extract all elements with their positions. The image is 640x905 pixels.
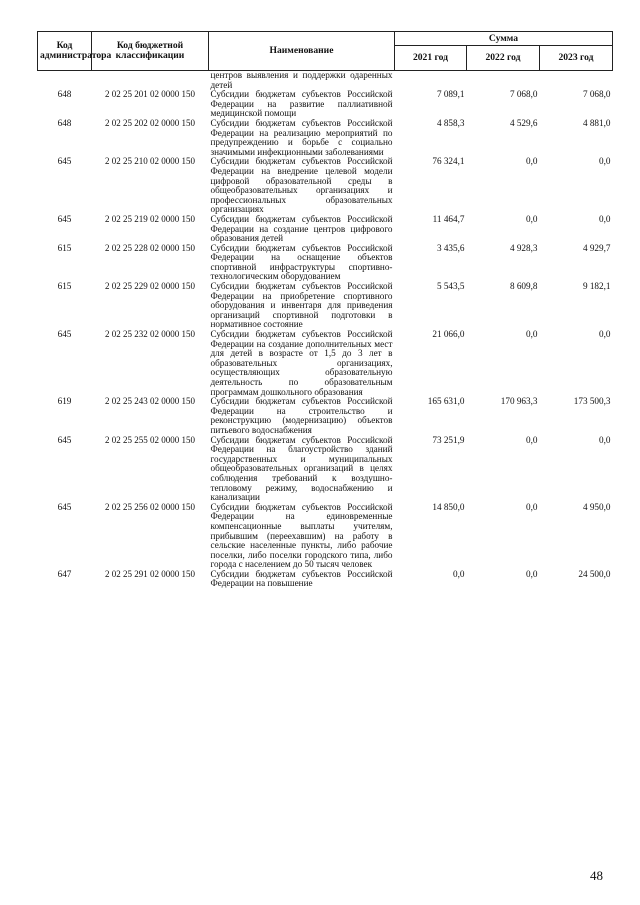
row-name: Субсидии бюджетам субъектов Российской Федерации на реализацию мероприятий по предупреждению и борьбе с социально значимыми инфекционными заболеваниями: [210, 117, 393, 157]
row-code: 2 02 25 201 02 0000 150: [105, 89, 195, 100]
row-admin: 645: [57, 501, 72, 512]
row-admin: 615: [57, 242, 72, 253]
row-code: 2 02 25 228 02 0000 150: [105, 242, 195, 253]
row-sum-2021: 7 089,1: [436, 89, 465, 100]
table-row: [38, 90, 613, 119]
header-code: Код бюджетной классификации: [92, 32, 209, 71]
table-row: [38, 244, 613, 282]
header-year-2021: 2021 год: [395, 46, 467, 71]
table-row: [38, 119, 613, 157]
table-row: [38, 157, 613, 215]
row-name: Субсидии бюджетам субъектов Российской Федерации на благоустройство зданий государственных и муниципальных общеобразовательных организаций в целях соблюдения требований к воздушно-тепловому режиму, водоснабжению и канализации: [210, 434, 393, 503]
table-row: [38, 330, 613, 397]
row-sum-2023: 7 068,0: [582, 89, 611, 100]
table-row: [38, 570, 613, 589]
row-code: 2 02 25 202 02 0000 150: [105, 117, 195, 128]
row-name: Субсидии бюджетам субъектов Российской Федерации на повышение: [210, 568, 393, 589]
row-admin: 619: [57, 396, 72, 407]
header-sum: Сумма: [395, 32, 613, 46]
table-row: [38, 282, 613, 330]
row-name: Субсидии бюджетам субъектов Российской Федерации на создание дополнительных мест для детей в возрасте от 1,5 до 3 лет в образовательных организациях, осуществляющих образовательную деятельность по образовательным программам дошкольного образования: [210, 329, 393, 397]
header-year-2022: 2022 год: [467, 46, 540, 71]
row-sum-2022: 0,0: [526, 329, 538, 340]
row-sum-2023: 0,0: [599, 156, 611, 167]
budget-table: [37, 31, 613, 589]
row-admin: 645: [57, 156, 72, 167]
row-sum-2021: 165 631,0: [427, 396, 465, 407]
row-sum-2023: 4 929,7: [582, 242, 611, 253]
table-row-continuation: [38, 71, 613, 91]
row-admin: 647: [57, 568, 72, 579]
row-code: 2 02 25 256 02 0000 150: [105, 501, 195, 512]
row-code: 2 02 25 291 02 0000 150: [105, 568, 195, 579]
row-name: Субсидии бюджетам субъектов Российской Федерации на приобретение спортивного оборудования и инвентаря для приведения организаций спортивной подготовки в нормативное состояние: [210, 281, 393, 330]
row-sum-2022: 4 529,6: [509, 117, 538, 128]
row-sum-2021: 21 066,0: [432, 329, 465, 340]
table-body: [38, 71, 613, 590]
row-admin: 615: [57, 281, 72, 292]
row-sum-2021: 76 324,1: [432, 156, 465, 167]
header-year-2023: 2023 год: [540, 46, 613, 71]
row-sum-2023: 4 950,0: [582, 501, 611, 512]
header-name: Наименование: [209, 32, 395, 71]
row-sum-2021: 73 251,9: [432, 434, 465, 445]
document-page: [37, 31, 612, 589]
row-sum-2023: 173 500,3: [573, 396, 611, 407]
row-sum-2021: 4 858,3: [436, 117, 465, 128]
row-name-continuation: центров выявления и поддержки одаренных детей: [210, 70, 393, 90]
row-admin: 645: [57, 213, 72, 224]
row-sum-2022: 0,0: [526, 213, 538, 224]
row-code: 2 02 25 243 02 0000 150: [105, 396, 195, 407]
row-sum-2021: 14 850,0: [432, 501, 465, 512]
row-name: Субсидии бюджетам субъектов Российской Федерации на создание центров цифрового образования детей: [210, 213, 393, 244]
row-admin: 645: [57, 434, 72, 445]
row-sum-2023: 0,0: [599, 213, 611, 224]
row-admin: 645: [57, 329, 72, 340]
table-row: [38, 503, 613, 570]
row-sum-2022: 0,0: [526, 156, 538, 167]
row-code: 2 02 25 255 02 0000 150: [105, 434, 195, 445]
row-name: Субсидии бюджетам субъектов Российской Федерации на строительство и реконструкцию (модернизацию) объектов питьевого водоснабжения: [210, 396, 393, 435]
row-sum-2021: 11 464,7: [432, 213, 465, 224]
table-row: [38, 215, 613, 244]
row-code: 2 02 25 232 02 0000 150: [105, 329, 195, 340]
row-name: Субсидии бюджетам субъектов Российской Федерации на единовременные компенсационные выплаты учителям, прибывшим (переехавшим) на работу в сельские населенные пункты, либо рабочие поселки, либо поселки городского типа, либо города с населением до 50 тысяч человек: [210, 501, 393, 570]
row-name: Субсидии бюджетам субъектов Российской Федерации на развитие паллиативной медицинской помощи: [210, 89, 393, 119]
row-sum-2023: 24 500,0: [578, 568, 611, 579]
row-admin: 648: [57, 89, 72, 100]
page-number: 48: [590, 868, 603, 883]
row-sum-2022: 0,0: [526, 434, 538, 445]
row-sum-2023: 9 182,1: [582, 281, 611, 292]
row-sum-2022: 4 928,3: [509, 242, 538, 253]
table-row: [38, 436, 613, 503]
row-sum-2021: 3 435,6: [436, 242, 465, 253]
row-sum-2023: 4 881,0: [582, 117, 611, 128]
row-sum-2021: 0,0: [453, 568, 465, 579]
row-admin: 648: [57, 117, 72, 128]
row-sum-2022: 170 963,3: [500, 396, 538, 407]
row-name: Субсидии бюджетам субъектов Российской Федерации на оснащение объектов спортивной инфраструктуры спортивно-технологическим оборудованием: [210, 242, 393, 282]
row-sum-2023: 0,0: [599, 434, 611, 445]
row-code: 2 02 25 210 02 0000 150: [105, 156, 195, 167]
row-sum-2022: 8 609,8: [509, 281, 538, 292]
row-code: 2 02 25 219 02 0000 150: [105, 213, 195, 224]
row-sum-2021: 5 543,5: [436, 281, 465, 292]
header-admin: Код администратора: [38, 32, 92, 71]
row-sum-2022: 0,0: [526, 568, 538, 579]
row-name: Субсидии бюджетам субъектов Российской Федерации на внедрение целевой модели цифровой образовательной среды в общеобразовательных организациях и профессиональных образовательных организациях: [210, 156, 393, 215]
row-code: 2 02 25 229 02 0000 150: [105, 281, 195, 292]
row-sum-2022: 0,0: [526, 501, 538, 512]
table-row: [38, 397, 613, 435]
row-sum-2022: 7 068,0: [509, 89, 538, 100]
row-sum-2023: 0,0: [599, 329, 611, 340]
